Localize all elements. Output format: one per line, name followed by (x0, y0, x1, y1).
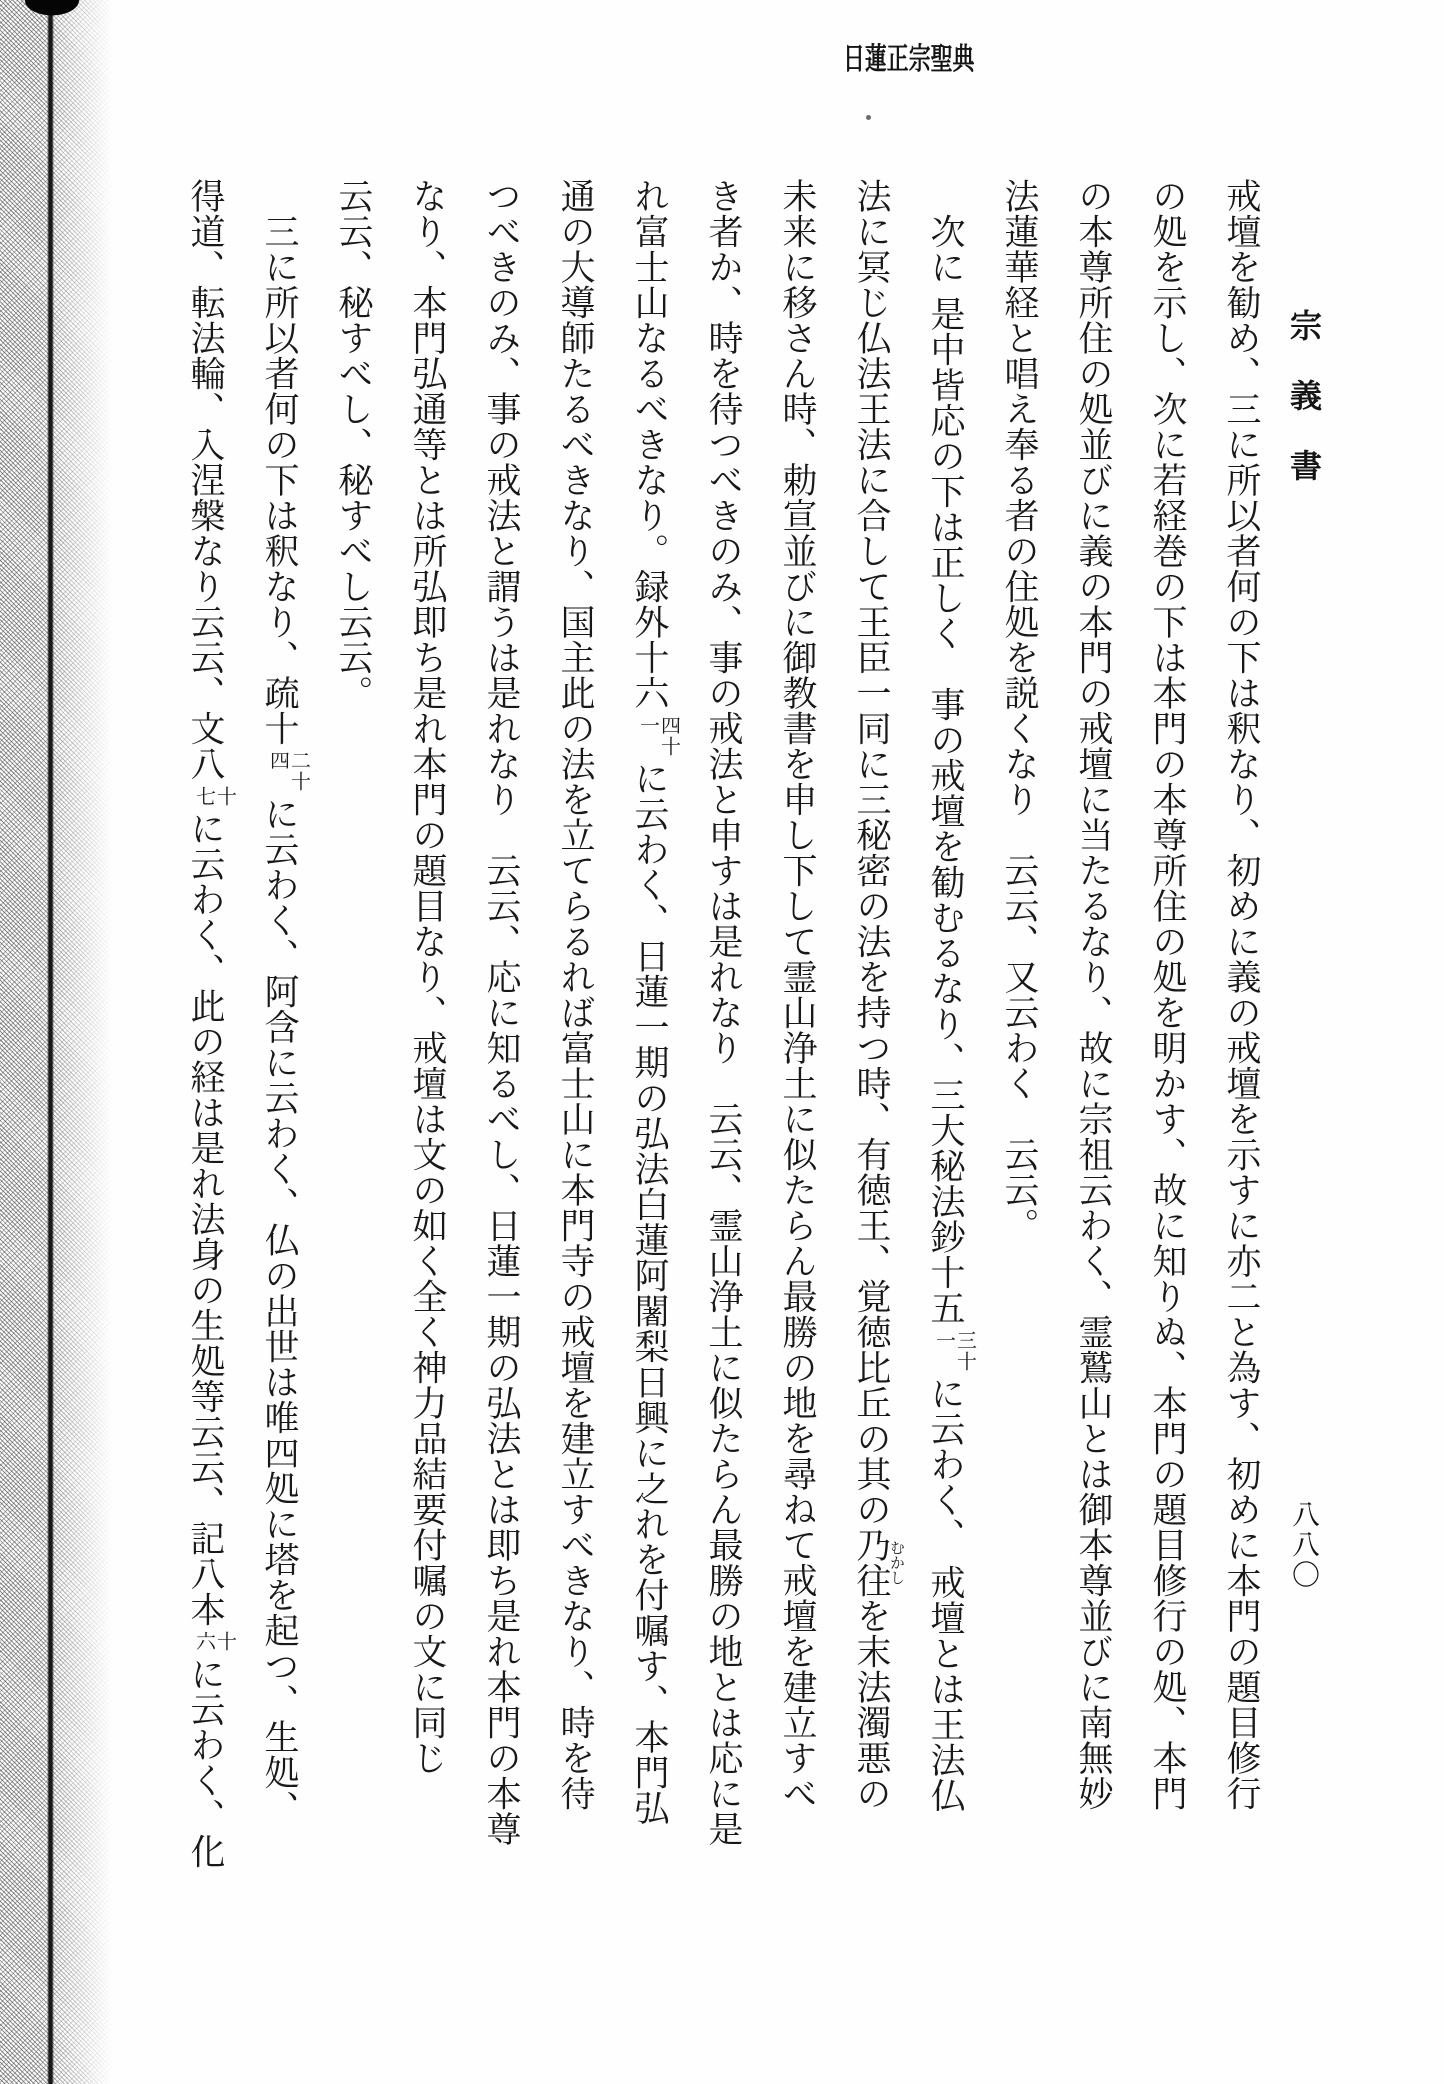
word-with-furigana: 乃往むかし (851, 1527, 906, 1598)
gutter-crease-line (0, 0, 118, 2084)
furigana-gloss: むかし (888, 1527, 906, 1598)
citation-page-ref: 三十 一 (932, 1329, 978, 1372)
text-column: 得道、転法輪、入涅槃なり云云、文八 十 七 に云わく、此の経は是れ法身の生処等云云、記八本 十 六 に云わく、化 (185, 178, 238, 1869)
text-column: 通の大導師たるべきなり、国主此の法を立てらるれば富士山に本門寺の戒壇を建立すべきなり、時を待 (555, 178, 595, 1811)
text-column: れ富士山なるべきなり。録外十六 四十 一 に云わく、日蓮一期の弘法白蓮阿闍梨日興に之れを付嘱す、本門弘 (629, 178, 682, 1826)
book-gutter-shadow (0, 0, 118, 2084)
text-column: の処を示し、次に若経巻の下は本門の本尊所住の処を明かす、故に知りぬ、本門の題目修行の処、本門 (1147, 178, 1187, 1811)
text-column: 三に所以者何の下は釈なり、疏十 二十 四 に云わく、阿含に云わく、仏の出世は唯四処に塔を起つ、生処、 (259, 178, 312, 1826)
text-column: 未来に移さん時、勅宣並びに御教書を申し下して霊山浄土に似たらん最勝の地を尋ねて戒壇を建立すべ (777, 178, 817, 1811)
page-number: 八八〇 (1288, 1500, 1321, 1590)
citation-page-ref: 十 七 (192, 785, 238, 807)
text-column: の本尊所住の処並びに義の本門の戒壇に当たるなり、故に宗祖云わく、霊鷲山とは御本尊並びに南無妙 (1073, 178, 1113, 1811)
text-column: なり、本門弘通等とは所弘即ち是れ本門の題目なり、戒壇は文の如く全く神力品結要付嘱の文に同じ (407, 178, 447, 1776)
scan-speck (866, 115, 871, 120)
main-text-block (168, 178, 1278, 1869)
citation-page-ref: 四十 一 (636, 714, 682, 757)
text-column: 戒壇を勧め、三に所以者何の下は釈なり、初めに義の戒壇を示すに亦二と為す、初めに本門の題目修行 (1221, 178, 1261, 1811)
text-column: 法に冥じ仏法王法に合して王臣一同に三秘密の法を持つ時、有徳王、覚徳比丘の其の乃往むかしを末法濁悪の (851, 178, 906, 1811)
text-column: 云云、秘すべし、秘すべし云云。 (333, 178, 373, 711)
running-head-title: 日蓮正宗聖典 (843, 42, 975, 77)
text-column: 法蓮華経と唱え奉る者の住処を説くなり 云云、又云わく 云云。 (999, 178, 1039, 1243)
section-side-title: 宗義書 (1285, 309, 1323, 519)
citation-page-ref: 二十 四 (266, 750, 312, 792)
gutter-speckle-noise (0, 0, 118, 2084)
text-column: 次に 是中皆応の下は正しく 事の戒壇を勧むるなり、三大秘法鈔十五 三十 一 に云わく、 戒壇とは王法仏 (925, 178, 978, 1814)
text-column: き者か、時を待つべきのみ、事の戒法と申すは是れなり 云云、霊山浄土に似たらん最勝の地とは応に是 (703, 178, 743, 1847)
citation-page-ref: 十 六 (192, 1631, 238, 1652)
text-column: つべきのみ、事の戒法と謂うは是れなり 云云、応に知るべし、日蓮一期の弘法とは即ち是れ本門の本尊 (481, 178, 521, 1847)
